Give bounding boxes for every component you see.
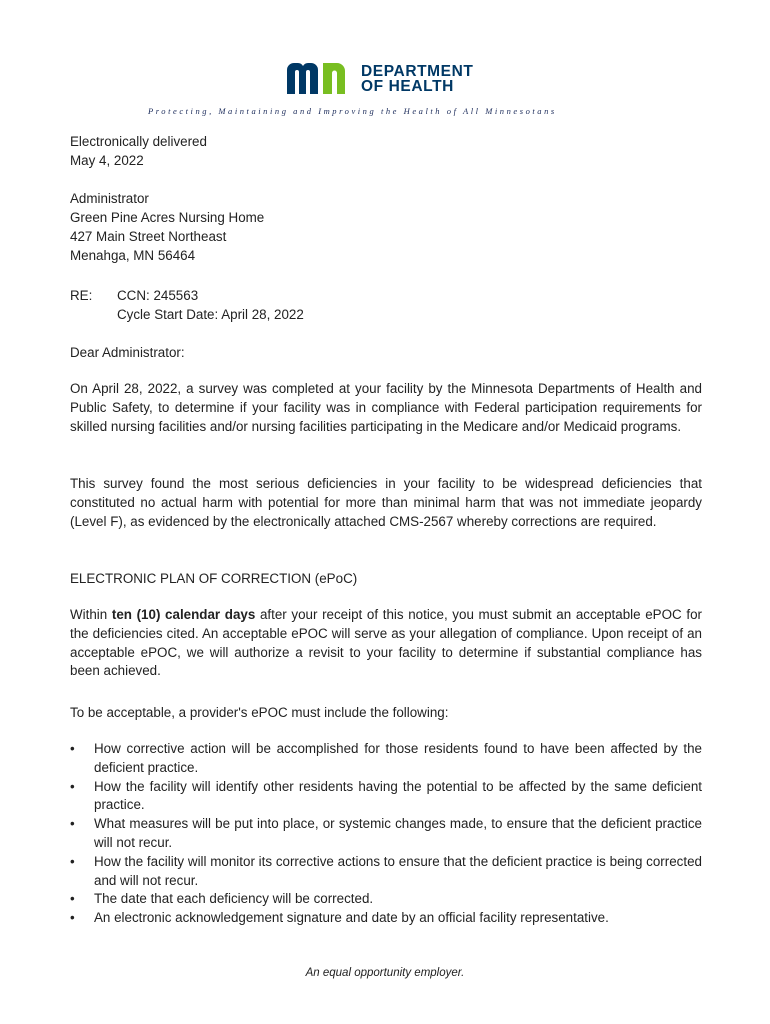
- list-item: • How the facility will identify other residents having the potential to be affected by the same deficient practice.: [70, 778, 702, 816]
- re-cycle-start: Cycle Start Date: April 28, 2022: [117, 306, 304, 322]
- logo-line-1: DEPARTMENT: [361, 63, 474, 80]
- footer-eoe: An equal opportunity employer.: [305, 967, 465, 979]
- section-heading: ELECTRONIC PLAN OF CORRECTION (ePoC): [70, 571, 358, 586]
- paragraph-survey: On April 28, 2022, a survey was completed at your facility by the Minnesota Departments of Health and Public Safety, to determine if your facility was in compliance with Federal participation requirements for skilled nursing facilities and/or nursing facilities participating in the Medicare and/or Medicaid programs.: [70, 381, 702, 434]
- delivery-note: Electronically delivered: [70, 134, 207, 149]
- logo-wordmark: [361, 64, 474, 94]
- list-item: • An electronic acknowledgement signature and date by an official facility representative.: [70, 909, 702, 928]
- paragraph-findings: This survey found the most serious deficiencies in your facility to be widespread deficiencies that constituted no actual harm with potential for more than minimal harm that was not immediate jeopardy (Level F), as evidenced by the electronically attached CMS-2567 whereby corrections are required.: [70, 476, 702, 529]
- list-item: • The date that each deficiency will be corrected.: [70, 890, 702, 909]
- epoc-prefix: Within: [70, 607, 112, 622]
- address-line: Menahga, MN 56464: [70, 248, 196, 263]
- epoc-rest: after your receipt of this notice, you must submit an acceptable ePOC for the deficiencies cited. An acceptable ePOC will serve as your allegation of compliance. Upon receipt of an acceptable ePOC, we will authorize a revisit to your facility to determine if substantial compliance has been achieved.: [70, 607, 702, 679]
- paragraph-epoc: [70, 606, 702, 681]
- address-line: 427 Main Street Northeast: [70, 229, 227, 244]
- salutation: Dear Administrator:: [70, 345, 185, 360]
- list-item: • What measures will be put into place, or systemic changes made, to ensure that the deficient practice will not recur.: [70, 815, 702, 853]
- re-ccn: CCN: 245563: [117, 288, 199, 303]
- letter-date: May 4, 2022: [70, 153, 144, 168]
- mn-logo-mark-icon: [287, 62, 357, 96]
- requirements-list: [70, 740, 702, 928]
- logo-line-2: OF HEALTH: [361, 78, 454, 95]
- list-item: • How the facility will monitor its corrective actions to ensure that the deficient practice is being corrected and will not recur.: [70, 853, 702, 891]
- mdh-logo: [287, 62, 487, 98]
- tagline: Protecting, Maintaining and Improving the Health of All Minnesotans: [148, 106, 557, 116]
- re-label: RE:: [70, 288, 93, 303]
- list-item: • How corrective action will be accomplished for those residents found to have been affected by the deficient practice.: [70, 740, 702, 778]
- address-line: Administrator: [70, 191, 149, 206]
- paragraph-requirements-intro: To be acceptable, a provider's ePOC must include the following:: [70, 705, 449, 720]
- epoc-deadline: ten (10) calendar days: [111, 607, 256, 622]
- address-line: Green Pine Acres Nursing Home: [70, 210, 265, 225]
- re-details: [117, 287, 304, 325]
